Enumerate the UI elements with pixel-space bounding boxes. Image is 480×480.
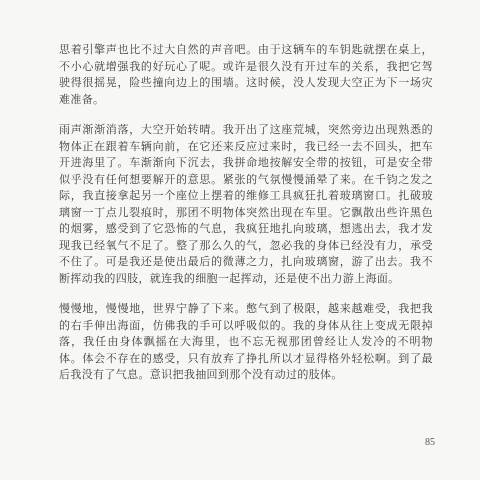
page-number: 85: [425, 437, 435, 448]
paragraph-2: 雨声渐渐消落，大空开始转晴。我开出了这座荒城，突然旁边出现熟悉的物体正在跟着车辆向前，在它还来反应过来时，我已经一去不回头，把车开进海里了。车渐渐向下沉去，我拼命地按解安全带的按钮，可是安全带似乎没有任何想要解开的意思。紧张的气氛慢慢涌晕了来。在千钧之发之际，我直接拿起另一个座位上摆着的维修工具疯狂扎着玻璃窗口。扎破玻璃窗一丁点儿裂痕时，那团不明物体突然出现在车里。它飘散出些许黑色的烟雾，感受到了它恐怖的气息，我疯狂地扎向玻璃，想逃出去，我才发现我已经氧气不足了。整了那么久的气，忽必我的身体已经没有力，承受不住了。可是我还是使出最后的微薄之力，扎向玻璃窗，游了出去。我不断挥动我的四肢，就连我的细胞一起挥动，还是使不出力游上海面。: [59, 123, 433, 285]
paragraph-3: 慢慢地，慢慢地，世界宁静了下来。憋气到了极限，越来越难受，我把我的右手伸出海面，仿佛我的手可以呼吸似的。我的身体从往上变成无限掉落，我任由身体飘摇在大海里，也不忘无视那团曾经让人发冷的不明物体。体会不存在的感受，只有放弃了挣扎所以才显得格外轻松啊。到了最后我没有了气息。意识把我抽回到那个没有动过的肢体。: [59, 302, 433, 381]
body-text: [59, 42, 433, 398]
paragraph-1: 思着引擎声也比不过大自然的声音吧。由于这辆车的车钥匙就摆在桌上，不小心就增强我的好玩心了呢。或许是很久没有开过车的关系，我把它驾驶得很摇晃，险些撞向边上的围墙。这时候，没人发现大空正为下一场灾难准备。: [59, 43, 433, 106]
